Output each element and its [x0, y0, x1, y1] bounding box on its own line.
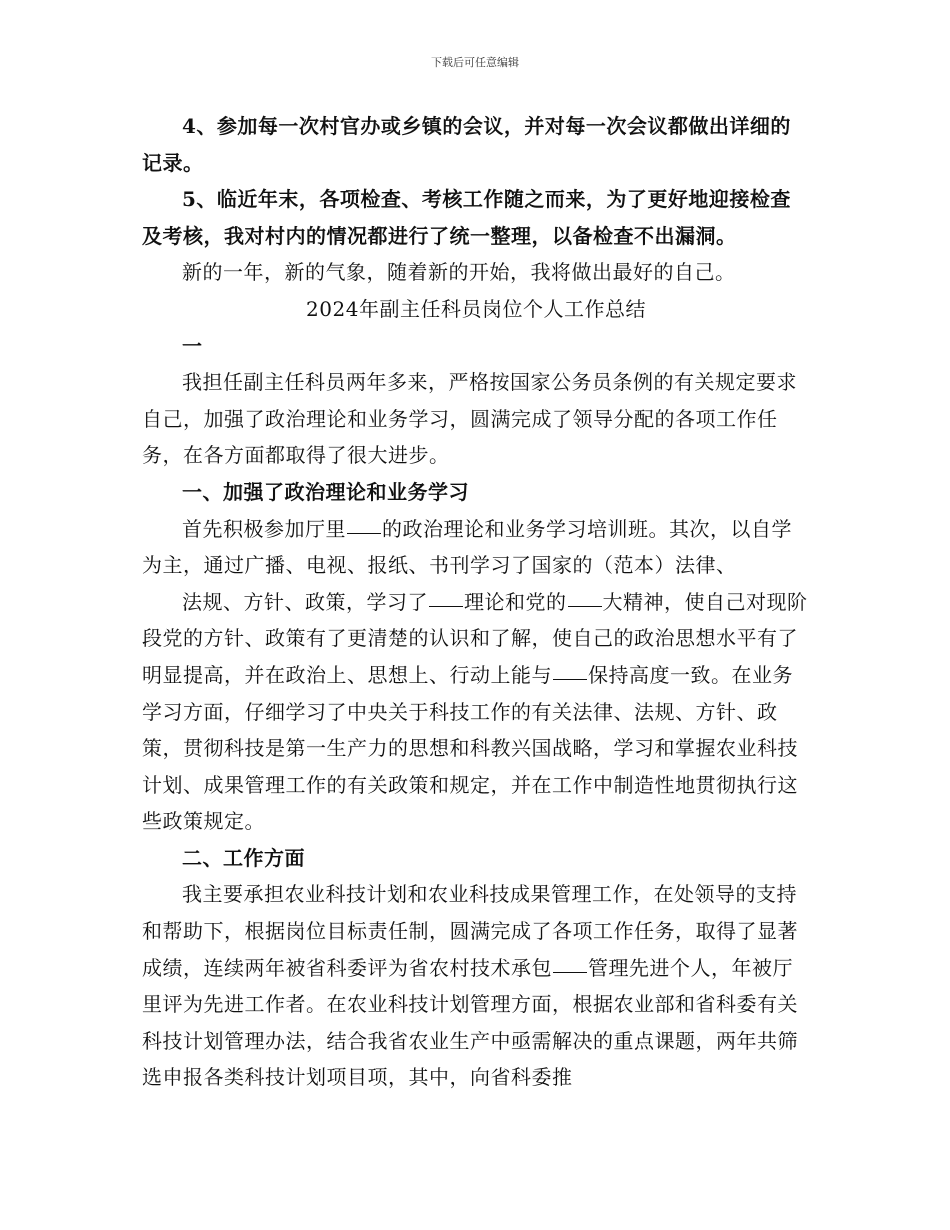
- section-number: 一: [182, 333, 203, 358]
- page-header: 下载后可任意编辑: [431, 56, 519, 69]
- text-segment: 法规、方针、政策，学习了: [182, 589, 428, 614]
- blank-line: [553, 971, 587, 973]
- text-segment: 首先积极参加厅里: [182, 516, 346, 541]
- paragraph-work: [142, 876, 810, 1096]
- text-segment: 保持高度一致。在业务学习方面，仔细学习了中央关于科技工作的有关法律、法规、方针、政策，贯彻科技是第一生产力的思想和科教兴国战略，学习和掌握农业科技计划、成果管理工作的有关政策和规定，并在工作中制造性地贯彻执行这些政策规定。: [142, 662, 798, 834]
- text-segment: 理论和党的: [464, 589, 567, 614]
- blank-line: [553, 678, 587, 680]
- text-segment: 管理先进个人，年被厅里评为先进工作者。在农业科技计划管理方面，根据农业部和省科委有关科技计划管理办法，结合我省农业生产中亟需解决的重点课题，两年共筛选申报各类科技计划项目项，其中，向省科委推: [142, 955, 798, 1090]
- paragraph-study-1: [142, 511, 810, 584]
- text-segment: 的政治理论和业务学习培训班。其次，以自学为主，通过广播、电视、报纸、书刊学习了国家的（范本）法律、: [142, 516, 792, 578]
- text-segment: 我主要承担农业科技计划和农业科技成果管理工作，在处领导的支持和帮助下，根据岗位目标责任制，圆满完成了各项工作任务，取得了显著成绩，连续两年被省科委评为省农村技术承包: [142, 882, 798, 980]
- paragraph-new-year: 新的一年，新的气象，随着新的开始，我将做出最好的自己。: [182, 260, 736, 285]
- heading-work: 二、工作方面: [182, 845, 305, 870]
- paragraph-intro: 我担任副主任科员两年多来，严格按国家公务员条例的有关规定要求自己，加强了政治理论和业务学习，圆满完成了领导分配的各项工作任务，在各方面都取得了很大进步。: [142, 370, 797, 468]
- text-segment: 大精神，使自己对现阶段党的方针、政策有了更清楚的认识和了解，使自己的政治思想水平有了明显提高，并在政治上、思想上、行动上能与: [142, 589, 808, 687]
- blank-line: [568, 605, 602, 607]
- paragraph-study-2: [142, 584, 810, 840]
- paragraph-item-4: 4、参加每一次村官办或乡镇的会议，并对每一次会议都做出详细的记录。: [142, 114, 791, 175]
- blank-line: [347, 532, 381, 534]
- document-body: [142, 108, 810, 1096]
- paragraph-item-5: 5、临近年末，各项检查、考核工作随之而来，为了更好地迎接检查及考核，我对村内的情况都进行了统一整理，以备检查不出漏洞。: [142, 187, 791, 248]
- blank-line: [429, 605, 463, 607]
- document-title: 2024年副主任科员岗位个人工作总结: [306, 296, 646, 321]
- heading-study: 一、加强了政治理论和业务学习: [182, 479, 469, 504]
